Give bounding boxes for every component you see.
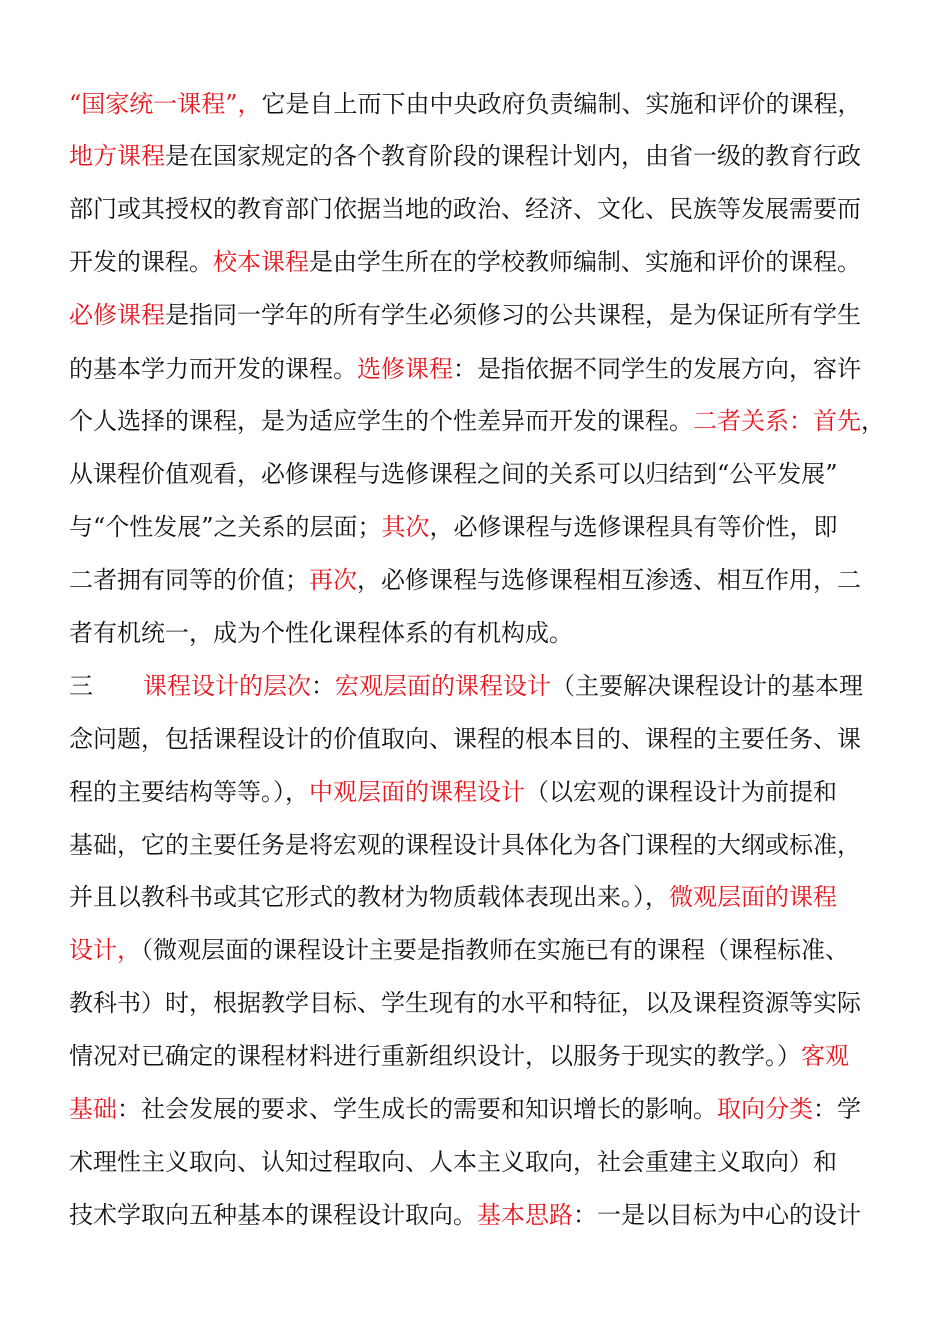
text-segment: （以宏观的课程设计为前提和 bbox=[525, 778, 837, 806]
text-segment: 三 bbox=[69, 672, 93, 700]
highlighted-term: 中观层面的课程设计 bbox=[309, 778, 525, 806]
text-segment: ：是指依据不同学生的发展方向，容许 bbox=[453, 355, 861, 383]
text-segment: 与“个性发展”之关系的层面； bbox=[69, 513, 382, 541]
text-line bbox=[69, 349, 861, 389]
text-segment: ：一是以目标为中心的设计 bbox=[573, 1201, 861, 1229]
text-segment: 是指同一学年的所有学生必须修习的公共课程，是为保证所有学生 bbox=[165, 301, 861, 329]
text-line bbox=[69, 666, 863, 706]
text-segment: 术理性主义取向、认知过程取向、人本主义取向，社会重建主义取向）和 bbox=[69, 1148, 837, 1176]
highlighted-term: 设计， bbox=[69, 936, 141, 964]
text-segment: 教科书）时，根据教学目标、学生现有的水平和特征，以及课程资源等实际 bbox=[69, 989, 861, 1017]
text-segment: （主要解决课程设计的基本理 bbox=[551, 672, 863, 700]
text-segment: 的基本学力而开发的课程。 bbox=[69, 355, 357, 383]
text-line bbox=[69, 189, 861, 229]
highlighted-term: 取向分类 bbox=[717, 1095, 813, 1123]
highlighted-term: “国家统一课程”， bbox=[69, 90, 262, 118]
text-line bbox=[69, 1089, 861, 1129]
text-segment: 它是自上而下由中央政府负责编制、实施和评价的课程， bbox=[261, 90, 862, 118]
text-segment: 部门或其授权的教育部门依据当地的政治、经济、文化、民族等发展需要而 bbox=[69, 195, 861, 223]
text-segment: 是在国家规定的各个教育阶段的课程计划内，由省一级的教育行政 bbox=[165, 142, 861, 170]
highlighted-term: 再次 bbox=[309, 566, 357, 594]
text-line bbox=[69, 1036, 849, 1076]
text-line bbox=[69, 560, 861, 600]
text-line bbox=[69, 613, 573, 653]
text-segment: ，必修课程与选修课程具有等价性，即 bbox=[429, 513, 838, 541]
text-line bbox=[69, 136, 861, 176]
text-segment: 个人选择的课程，是为适应学生的个性差异而开发的课程。 bbox=[69, 407, 693, 435]
text-segment: ： bbox=[311, 672, 335, 700]
text-segment: 念问题，包括课程设计的价值取向、课程的根本目的、课程的主要任务、课 bbox=[69, 725, 861, 753]
text-segment: ：社会发展的要求、学生成长的需要和知识增长的影响。 bbox=[117, 1095, 717, 1123]
text-line bbox=[69, 877, 837, 917]
text-line bbox=[69, 983, 861, 1023]
text-segment: 二者拥有同等的价值； bbox=[69, 566, 309, 594]
highlighted-term: 微观层面的课程 bbox=[669, 883, 837, 911]
text-line bbox=[69, 1195, 861, 1235]
text-line bbox=[69, 1142, 837, 1182]
text-segment: 者有机统一，成为个性化课程体系的有机构成。 bbox=[69, 619, 573, 647]
text-segment: 是由学生所在的学校教师编制、实施和评价的课程。 bbox=[309, 248, 861, 276]
text-line bbox=[69, 772, 837, 812]
text-segment: ，必修课程与选修课程相互渗透、相互作用，二 bbox=[357, 566, 861, 594]
highlighted-term: 二者关系：首先 bbox=[693, 407, 861, 435]
text-line bbox=[69, 242, 861, 282]
highlighted-term: 宏观层面的课程设计 bbox=[335, 672, 551, 700]
text-segment: （微观层面的课程设计主要是指教师在实施已有的课程（课程标准、 bbox=[141, 936, 849, 964]
highlighted-term: 课程设计的层次 bbox=[143, 672, 311, 700]
text-line bbox=[69, 454, 838, 494]
text-segment: ：学 bbox=[813, 1095, 861, 1123]
highlighted-term: 其次 bbox=[381, 513, 430, 541]
highlighted-term: 地方课程 bbox=[69, 142, 165, 170]
highlighted-term: 客观 bbox=[801, 1042, 849, 1070]
highlighted-term: 校本课程 bbox=[213, 248, 309, 276]
highlighted-term: 必修课程 bbox=[69, 301, 165, 329]
text-segment: 基础，它的主要任务是将宏观的课程设计具体化为各门课程的大纲或标准， bbox=[69, 831, 861, 859]
text-line bbox=[69, 295, 861, 335]
text-segment: 情况对已确定的课程材料进行重新组织设计，以服务于现实的教学。） bbox=[69, 1042, 801, 1070]
text-segment: 程的主要结构等等。）， bbox=[69, 778, 309, 806]
text-line bbox=[69, 930, 849, 970]
text-line bbox=[69, 507, 838, 547]
text-segment: 开发的课程。 bbox=[69, 248, 213, 276]
highlighted-term: 选修课程 bbox=[357, 355, 453, 383]
highlighted-term: 基本思路 bbox=[477, 1201, 573, 1229]
text-line bbox=[69, 825, 861, 865]
text-segment: 并且以教科书或其它形式的教材为物质载体表现出来。）， bbox=[69, 883, 669, 911]
text-line bbox=[69, 719, 861, 759]
text-segment: ， bbox=[861, 407, 885, 435]
text-segment: 技术学取向五种基本的课程设计取向。 bbox=[69, 1201, 477, 1229]
text-line bbox=[69, 84, 862, 124]
highlighted-term: 基础 bbox=[69, 1095, 117, 1123]
text-segment: 从课程价值观看，必修课程与选修课程之间的关系可以归结到“公平发展” bbox=[69, 460, 838, 488]
text-line bbox=[69, 401, 885, 441]
